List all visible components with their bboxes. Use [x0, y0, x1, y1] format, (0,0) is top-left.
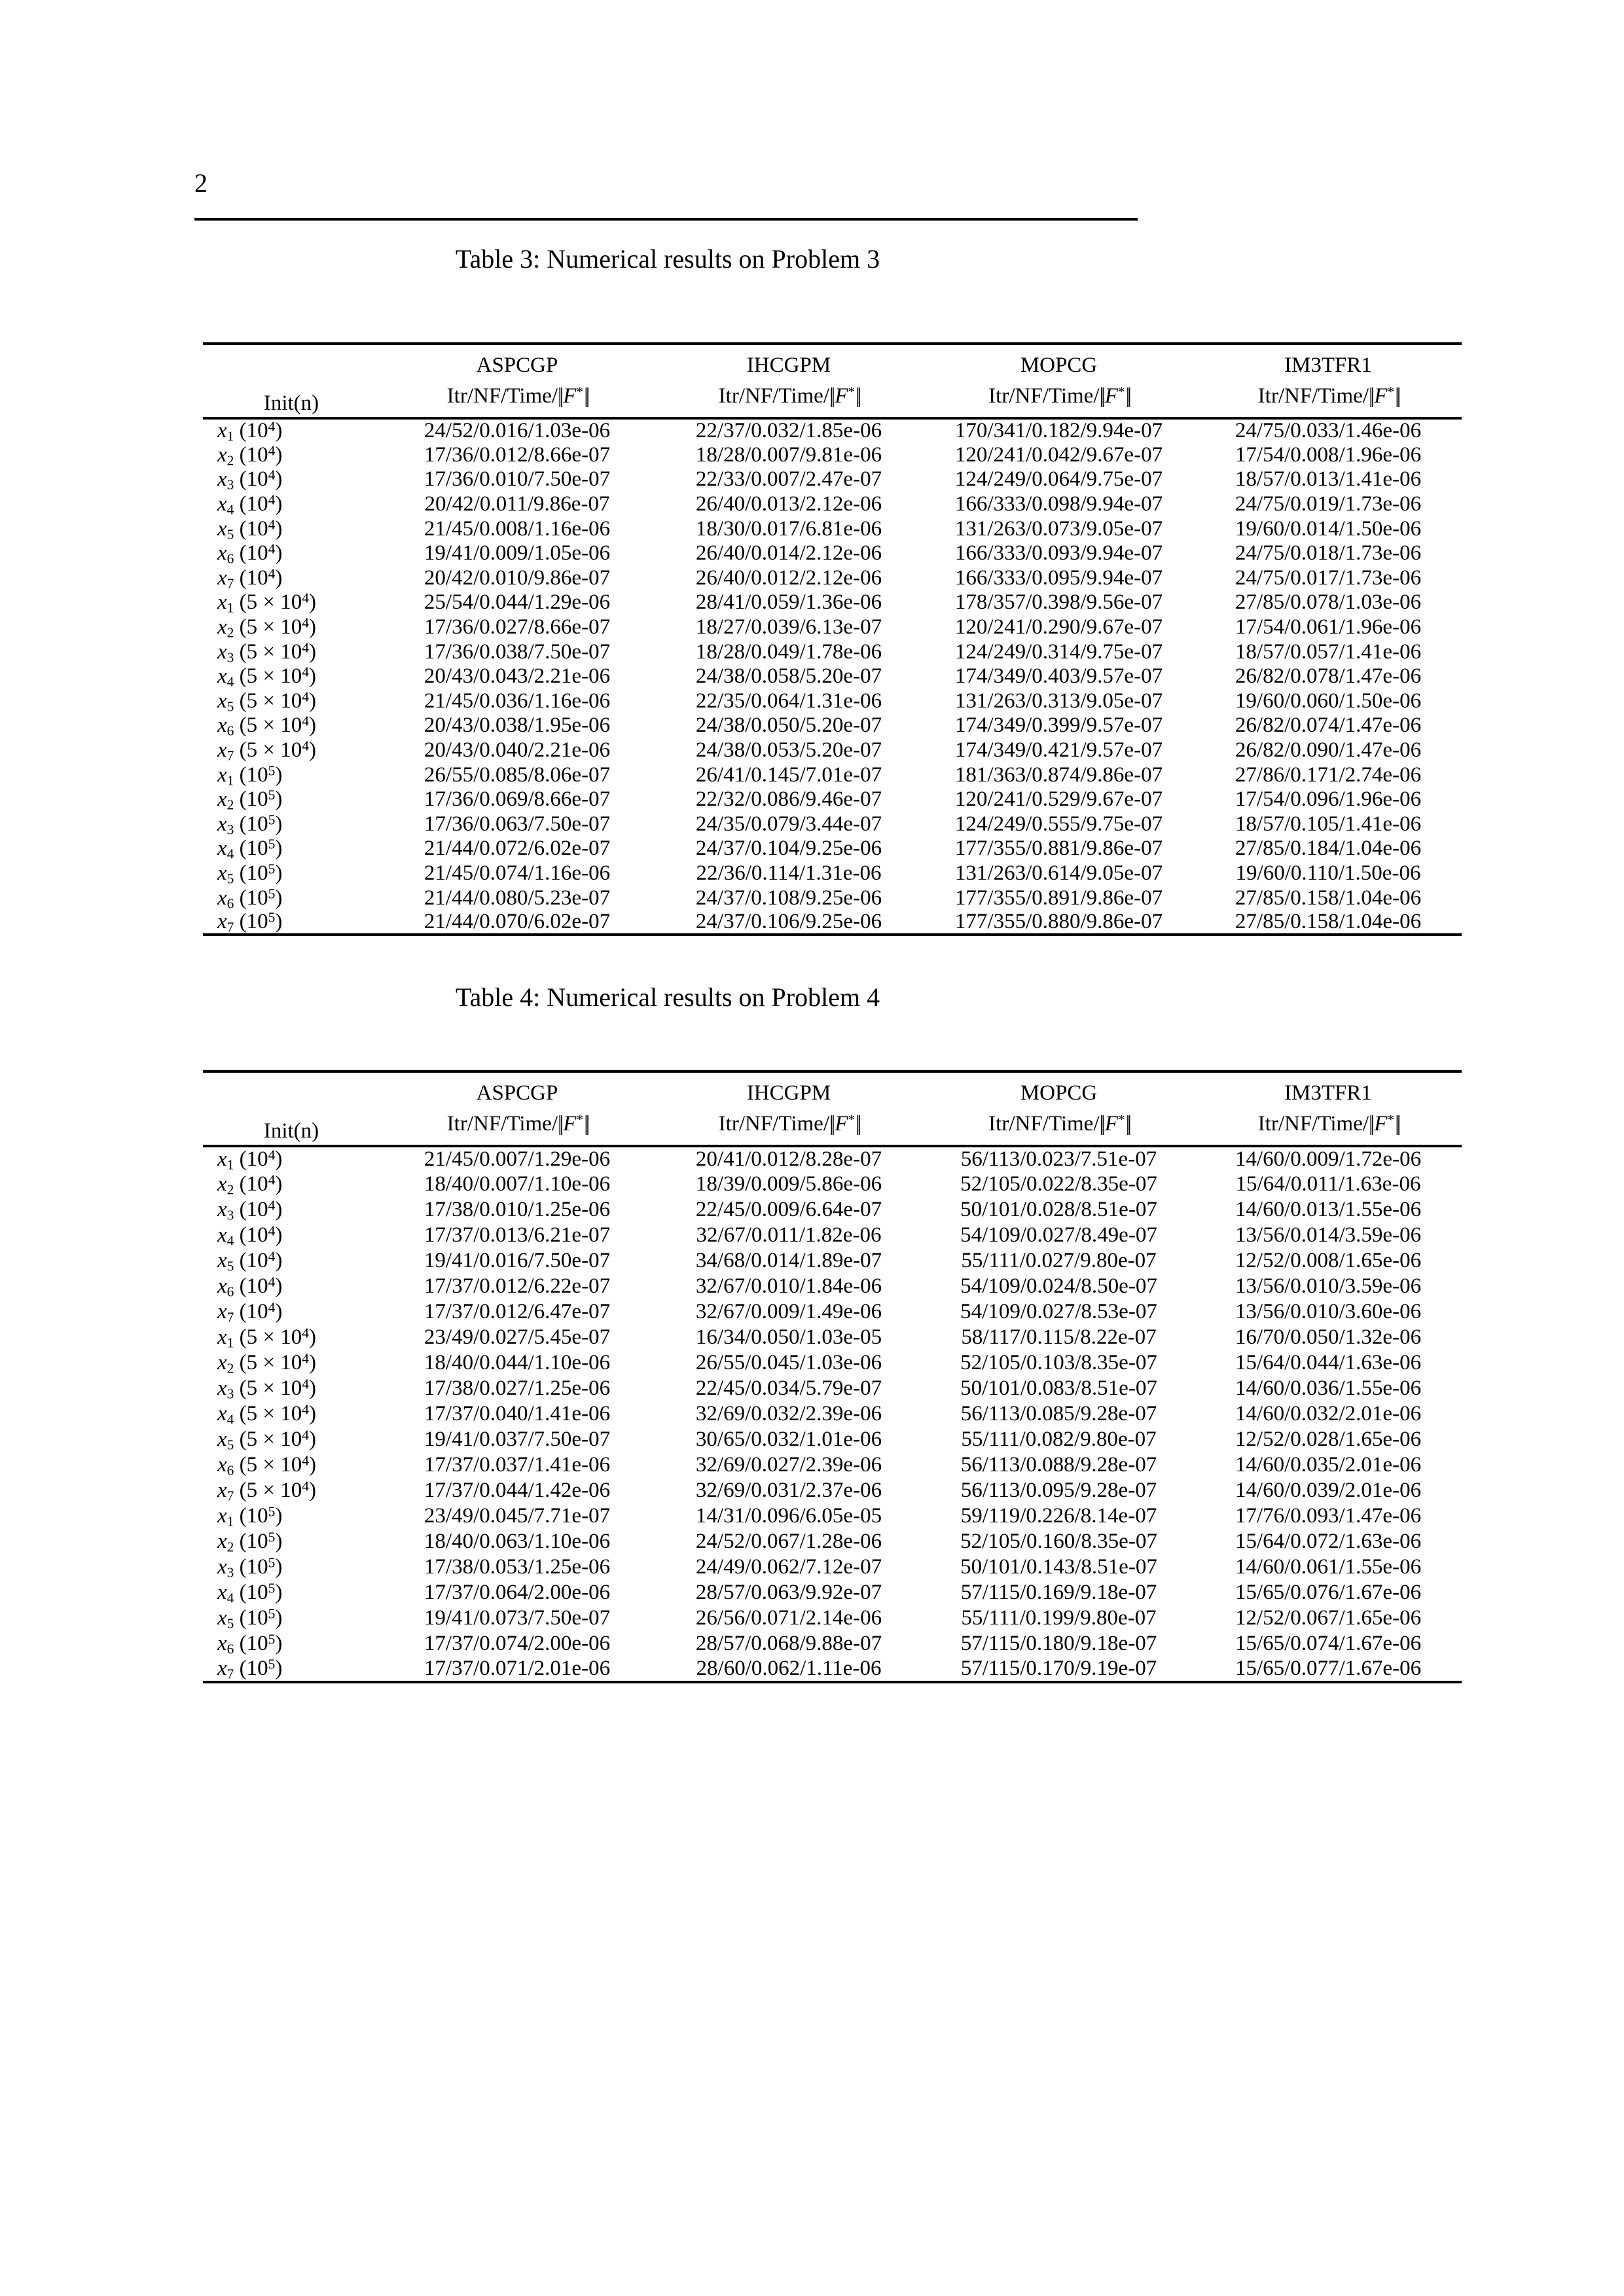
result-cell: 56/113/0.085/9.28e-07 — [960, 1402, 1157, 1426]
subheader-cell: Itr/NF/Time/||F*|| — [718, 1111, 859, 1136]
table-4-body — [203, 1146, 1462, 1682]
result-cell: 30/65/0.032/1.01e-06 — [695, 1427, 882, 1451]
table-row — [203, 1376, 1462, 1401]
result-cell: 54/109/0.024/8.50e-07 — [960, 1274, 1157, 1298]
init-cell: $x_7$ $(10^5)$ — [217, 1656, 283, 1682]
table-row — [203, 1657, 1462, 1682]
result-cell: 166/333/0.098/9.94e-07 — [954, 492, 1163, 516]
init-cell: $x_6$ $(10^4)$ — [217, 541, 283, 567]
result-cell: 50/101/0.143/8.51e-07 — [960, 1555, 1157, 1579]
result-cell: 24/75/0.017/1.73e-06 — [1235, 565, 1422, 590]
table-row — [203, 443, 1462, 468]
result-cell: 19/41/0.016/7.50e-07 — [424, 1249, 611, 1272]
result-cell: 13/56/0.010/3.59e-06 — [1235, 1274, 1422, 1298]
table-3-body — [203, 418, 1462, 935]
table-row — [203, 664, 1462, 689]
result-cell: 21/45/0.074/1.16e-06 — [424, 861, 611, 885]
result-cell: 15/65/0.074/1.67e-06 — [1235, 1632, 1422, 1655]
init-cell: $x_3$ $(10^4)$ — [217, 1197, 283, 1223]
result-cell: 17/37/0.012/6.47e-07 — [424, 1300, 611, 1323]
result-cell: 17/37/0.037/1.41e-06 — [424, 1453, 611, 1477]
subheader-cell: Itr/NF/Time/||F*|| — [1257, 383, 1399, 408]
result-cell: 21/45/0.036/1.16e-06 — [424, 689, 611, 713]
init-cell: $x_7$ $(5 \times 10^4)$ — [217, 738, 316, 764]
header-row-metrics — [203, 379, 1462, 418]
init-cell: $x_7$ $(5 \times 10^4)$ — [217, 1478, 316, 1504]
init-cell: $x_3$ $(10^5)$ — [217, 1554, 283, 1581]
table-row — [203, 492, 1462, 517]
result-cell: 19/41/0.037/7.50e-07 — [424, 1427, 611, 1451]
result-cell: 21/44/0.070/6.02e-07 — [424, 910, 611, 934]
result-cell: 166/333/0.093/9.94e-07 — [954, 541, 1163, 565]
result-cell: 50/101/0.083/8.51e-07 — [960, 1376, 1157, 1400]
table-row — [203, 1299, 1462, 1325]
column-header-aspcgp: ASPCGP — [476, 353, 558, 377]
result-cell: 124/249/0.064/9.75e-07 — [954, 467, 1163, 492]
result-cell: 28/60/0.062/1.11e-06 — [696, 1657, 882, 1680]
result-cell: 17/38/0.010/1.25e-06 — [424, 1198, 611, 1221]
table-row — [203, 1478, 1462, 1503]
init-cell: $x_3$ $(10^5)$ — [217, 812, 283, 838]
init-cell: $x_7$ $(10^4)$ — [217, 565, 283, 592]
result-cell: 56/113/0.023/7.51e-07 — [960, 1147, 1157, 1171]
subheader-cell: Itr/NF/Time/||F*|| — [446, 383, 588, 408]
init-cell: $x_6$ $(5 \times 10^4)$ — [217, 1452, 316, 1479]
table-3-caption: Table 3: Numerical results on Problem 3 — [455, 244, 880, 274]
result-cell: 120/241/0.529/9.67e-07 — [954, 787, 1163, 812]
table-row — [203, 1529, 1462, 1554]
result-cell: 52/105/0.103/8.35e-07 — [960, 1351, 1157, 1374]
result-cell: 16/70/0.050/1.32e-06 — [1235, 1325, 1422, 1349]
table-row — [203, 910, 1462, 935]
table-row — [203, 762, 1462, 787]
result-cell: 120/241/0.042/9.67e-07 — [954, 442, 1163, 467]
result-cell: 14/60/0.032/2.01e-06 — [1235, 1402, 1422, 1426]
result-cell: 174/349/0.403/9.57e-07 — [954, 664, 1163, 689]
page-number: 2 — [194, 168, 208, 198]
result-cell: 17/37/0.012/6.22e-07 — [424, 1274, 611, 1298]
result-cell: 19/60/0.014/1.50e-06 — [1235, 516, 1422, 541]
table-row — [203, 566, 1462, 591]
result-cell: 19/60/0.110/1.50e-06 — [1235, 861, 1421, 885]
result-cell: 23/49/0.045/7.71e-07 — [424, 1504, 611, 1528]
result-cell: 27/86/0.171/2.74e-06 — [1235, 762, 1422, 787]
result-cell: 26/40/0.013/2.12e-06 — [695, 492, 882, 516]
init-cell: $x_5$ $(10^4)$ — [217, 516, 283, 543]
table-row — [203, 738, 1462, 763]
result-cell: 20/41/0.012/8.28e-07 — [695, 1147, 882, 1171]
result-cell: 55/111/0.027/9.80e-07 — [961, 1249, 1157, 1272]
result-cell: 13/56/0.010/3.60e-06 — [1235, 1300, 1422, 1323]
result-cell: 34/68/0.014/1.89e-07 — [695, 1249, 882, 1272]
result-cell: 57/115/0.169/9.18e-07 — [960, 1581, 1157, 1604]
result-cell: 57/115/0.180/9.18e-07 — [960, 1632, 1157, 1655]
init-cell: $x_1$ $(5 \times 10^4)$ — [217, 1325, 316, 1351]
header-row-metrics — [203, 1107, 1462, 1146]
init-cell: $x_3$ $(10^4)$ — [217, 467, 283, 493]
result-cell: 32/67/0.009/1.49e-06 — [695, 1300, 882, 1323]
init-column-header: Init(n) — [263, 391, 319, 415]
table-row — [203, 861, 1462, 886]
table-4-caption: Table 4: Numerical results on Problem 4 — [455, 982, 880, 1012]
result-cell: 124/249/0.314/9.75e-07 — [954, 639, 1163, 664]
running-head-rule — [194, 218, 1138, 221]
result-cell: 18/30/0.017/6.81e-06 — [695, 516, 882, 541]
subheader-cell: Itr/NF/Time/||F*|| — [718, 383, 859, 408]
table-row — [203, 836, 1462, 861]
init-cell: $x_4$ $(10^5)$ — [217, 1580, 283, 1606]
table-row — [203, 615, 1462, 640]
result-cell: 20/42/0.011/9.86e-07 — [424, 492, 610, 516]
column-header-ihcgpm: IHCGPM — [746, 1081, 831, 1105]
result-cell: 57/115/0.170/9.19e-07 — [960, 1657, 1157, 1680]
result-cell: 24/49/0.062/7.12e-07 — [695, 1555, 882, 1579]
table-row — [203, 1350, 1462, 1376]
result-cell: 181/363/0.874/9.86e-07 — [954, 762, 1163, 787]
table-row — [203, 1401, 1462, 1427]
init-cell: $x_7$ $(10^4)$ — [217, 1299, 283, 1325]
result-cell: 26/41/0.145/7.01e-07 — [695, 762, 882, 787]
result-cell: 131/263/0.073/9.05e-07 — [954, 516, 1163, 541]
column-header-im3tfr1: IM3TFR1 — [1284, 353, 1372, 377]
result-cell: 18/57/0.057/1.41e-06 — [1235, 639, 1422, 664]
table-row — [203, 1605, 1462, 1631]
result-cell: 55/111/0.082/9.80e-07 — [961, 1427, 1157, 1451]
result-cell: 26/56/0.071/2.14e-06 — [695, 1606, 882, 1630]
result-cell: 17/37/0.013/6.21e-07 — [424, 1223, 611, 1247]
result-cell: 24/75/0.019/1.73e-06 — [1235, 492, 1422, 516]
result-cell: 24/52/0.067/1.28e-06 — [695, 1530, 882, 1553]
result-cell: 27/85/0.078/1.03e-06 — [1235, 590, 1422, 615]
result-cell: 21/45/0.008/1.16e-06 — [424, 516, 611, 541]
result-cell: 18/40/0.063/1.10e-06 — [424, 1530, 611, 1553]
result-cell: 15/65/0.076/1.67e-06 — [1235, 1581, 1422, 1604]
result-cell: 25/54/0.044/1.29e-06 — [424, 590, 611, 615]
init-cell: $x_3$ $(5 \times 10^4)$ — [217, 639, 316, 665]
result-cell: 17/54/0.061/1.96e-06 — [1235, 615, 1422, 639]
result-cell: 21/44/0.072/6.02e-07 — [424, 836, 611, 861]
result-cell: 24/37/0.104/9.25e-06 — [695, 836, 882, 861]
init-cell: $x_6$ $(10^5)$ — [217, 885, 283, 911]
init-cell: $x_4$ $(5 \times 10^4)$ — [217, 1401, 316, 1427]
result-cell: 166/333/0.095/9.94e-07 — [954, 565, 1163, 590]
table-row — [203, 1146, 1462, 1172]
result-cell: 17/36/0.027/8.66e-07 — [424, 615, 611, 639]
result-cell: 26/40/0.014/2.12e-06 — [695, 541, 882, 565]
column-header-aspcgp: ASPCGP — [476, 1081, 558, 1105]
result-cell: 52/105/0.160/8.35e-07 — [960, 1530, 1157, 1553]
init-cell: $x_2$ $(10^4)$ — [217, 1172, 283, 1198]
result-cell: 27/85/0.158/1.04e-06 — [1235, 886, 1422, 910]
result-cell: 24/38/0.058/5.20e-07 — [695, 664, 882, 689]
result-cell: 17/36/0.038/7.50e-07 — [424, 639, 611, 664]
result-cell: 20/43/0.038/1.95e-06 — [424, 713, 611, 738]
result-cell: 24/37/0.108/9.25e-06 — [695, 886, 882, 910]
result-cell: 14/60/0.013/1.55e-06 — [1235, 1198, 1422, 1221]
result-cell: 17/38/0.053/1.25e-06 — [424, 1555, 611, 1579]
table-row — [203, 1631, 1462, 1657]
result-cell: 32/67/0.011/1.82e-06 — [696, 1223, 882, 1247]
result-cell: 24/35/0.079/3.44e-07 — [695, 812, 882, 836]
result-cell: 18/40/0.044/1.10e-06 — [424, 1351, 611, 1374]
result-cell: 177/355/0.881/9.86e-07 — [954, 836, 1163, 861]
init-cell: $x_1$ $(5 \times 10^4)$ — [217, 590, 316, 616]
result-cell: 19/60/0.060/1.50e-06 — [1235, 689, 1422, 713]
init-cell: $x_3$ $(5 \times 10^4)$ — [217, 1376, 316, 1402]
column-header-mopcg: MOPCG — [1020, 353, 1098, 377]
table-row — [203, 467, 1462, 492]
table-row — [203, 541, 1462, 566]
table-row — [203, 787, 1462, 812]
table-row — [203, 1427, 1462, 1452]
result-cell: 22/33/0.007/2.47e-07 — [695, 467, 882, 492]
init-cell: $x_4$ $(5 \times 10^4)$ — [217, 664, 316, 690]
table-row — [203, 1325, 1462, 1350]
result-cell: 18/28/0.049/1.78e-06 — [695, 639, 882, 664]
table-4 — [203, 1070, 1462, 1683]
column-header-im3tfr1: IM3TFR1 — [1284, 1081, 1372, 1105]
subheader-cell: Itr/NF/Time/||F*|| — [988, 383, 1129, 408]
result-cell: 22/35/0.064/1.31e-06 — [695, 689, 882, 713]
init-cell: $x_5$ $(5 \times 10^4)$ — [217, 1427, 316, 1453]
column-header-ihcgpm: IHCGPM — [746, 353, 831, 377]
init-cell: $x_1$ $(10^5)$ — [217, 762, 283, 788]
result-cell: 17/37/0.071/2.01e-06 — [424, 1657, 611, 1680]
result-cell: 17/37/0.040/1.41e-06 — [424, 1402, 611, 1426]
result-cell: 18/28/0.007/9.81e-06 — [695, 442, 882, 467]
init-cell: $x_2$ $(5 \times 10^4)$ — [217, 615, 316, 641]
result-cell: 17/36/0.069/8.66e-07 — [424, 787, 611, 812]
result-cell: 15/64/0.072/1.63e-06 — [1235, 1530, 1422, 1553]
result-cell: 17/36/0.063/7.50e-07 — [424, 812, 611, 836]
init-cell: $x_1$ $(10^4)$ — [217, 418, 283, 444]
init-cell: $x_5$ $(10^5)$ — [217, 861, 283, 887]
result-cell: 16/34/0.050/1.03e-05 — [695, 1325, 882, 1349]
result-cell: 19/41/0.073/7.50e-07 — [424, 1606, 611, 1630]
result-cell: 17/38/0.027/1.25e-06 — [424, 1376, 611, 1400]
result-cell: 131/263/0.614/9.05e-07 — [954, 861, 1163, 885]
result-cell: 22/45/0.034/5.79e-07 — [695, 1376, 882, 1400]
init-cell: $x_6$ $(5 \times 10^4)$ — [217, 713, 316, 739]
table-row — [203, 812, 1462, 837]
init-cell: $x_6$ $(10^4)$ — [217, 1274, 283, 1300]
result-cell: 12/52/0.008/1.65e-06 — [1235, 1249, 1422, 1272]
table-3-header — [203, 344, 1462, 418]
result-cell: 14/60/0.061/1.55e-06 — [1235, 1555, 1422, 1579]
result-cell: 12/52/0.067/1.65e-06 — [1235, 1606, 1422, 1630]
result-cell: 13/56/0.014/3.59e-06 — [1235, 1223, 1422, 1247]
result-cell: 32/69/0.032/2.39e-06 — [695, 1402, 882, 1426]
init-cell: $x_7$ $(10^5)$ — [217, 909, 283, 935]
result-cell: 26/55/0.085/8.06e-07 — [424, 762, 611, 787]
table-row — [203, 1248, 1462, 1274]
result-cell: 17/36/0.010/7.50e-07 — [424, 467, 611, 492]
result-cell: 14/60/0.039/2.01e-06 — [1235, 1479, 1422, 1502]
init-cell: $x_4$ $(10^4)$ — [217, 1223, 283, 1249]
init-cell: $x_2$ $(10^4)$ — [217, 442, 283, 469]
result-cell: 17/36/0.012/8.66e-07 — [424, 442, 611, 467]
result-cell: 177/355/0.891/9.86e-07 — [954, 886, 1163, 910]
init-column-header: Init(n) — [263, 1119, 319, 1143]
result-cell: 24/75/0.018/1.73e-06 — [1235, 541, 1422, 565]
result-cell: 120/241/0.290/9.67e-07 — [954, 615, 1163, 639]
table-row — [203, 689, 1462, 714]
result-cell: 55/111/0.199/9.80e-07 — [961, 1606, 1157, 1630]
result-cell: 26/55/0.045/1.03e-06 — [695, 1351, 882, 1374]
table-row — [203, 1503, 1462, 1529]
init-cell: $x_4$ $(10^5)$ — [217, 836, 283, 862]
table-4-header — [203, 1071, 1462, 1146]
result-cell: 17/37/0.044/1.42e-06 — [424, 1479, 611, 1502]
result-cell: 124/249/0.555/9.75e-07 — [954, 812, 1163, 836]
result-cell: 50/101/0.028/8.51e-07 — [960, 1198, 1157, 1221]
result-cell: 15/64/0.011/1.63e-06 — [1235, 1172, 1421, 1196]
init-cell: $x_2$ $(10^5)$ — [217, 787, 283, 813]
result-cell: 24/38/0.050/5.20e-07 — [695, 713, 882, 738]
result-cell: 17/37/0.074/2.00e-06 — [424, 1632, 611, 1655]
table-row — [203, 639, 1462, 664]
table-row — [203, 1172, 1462, 1197]
result-cell: 178/357/0.398/9.56e-07 — [954, 590, 1163, 615]
result-cell: 22/37/0.032/1.85e-06 — [695, 419, 882, 443]
result-cell: 20/42/0.010/9.86e-07 — [424, 565, 611, 590]
result-cell: 14/60/0.036/1.55e-06 — [1235, 1376, 1422, 1400]
result-cell: 59/119/0.226/8.14e-07 — [960, 1504, 1157, 1528]
result-cell: 26/82/0.078/1.47e-06 — [1235, 664, 1422, 689]
result-cell: 18/57/0.013/1.41e-06 — [1235, 467, 1422, 492]
header-row-algorithms — [203, 1071, 1462, 1107]
table-row — [203, 418, 1462, 443]
result-cell: 22/36/0.114/1.31e-06 — [696, 861, 882, 885]
result-cell: 26/82/0.074/1.47e-06 — [1235, 713, 1422, 738]
table-row — [203, 590, 1462, 615]
result-cell: 18/57/0.105/1.41e-06 — [1235, 812, 1422, 836]
result-cell: 32/69/0.027/2.39e-06 — [695, 1453, 882, 1477]
table-row — [203, 516, 1462, 541]
init-cell: $x_2$ $(10^5)$ — [217, 1529, 283, 1555]
init-cell: $x_4$ $(10^4)$ — [217, 492, 283, 518]
init-cell: $x_5$ $(10^4)$ — [217, 1248, 283, 1274]
table-row — [203, 1274, 1462, 1299]
column-header-mopcg: MOPCG — [1020, 1081, 1098, 1105]
table-row — [203, 1580, 1462, 1605]
result-cell: 174/349/0.421/9.57e-07 — [954, 738, 1163, 762]
result-cell: 21/45/0.007/1.29e-06 — [424, 1147, 611, 1171]
result-cell: 14/60/0.035/2.01e-06 — [1235, 1453, 1422, 1477]
result-cell: 28/57/0.068/9.88e-07 — [695, 1632, 882, 1655]
result-cell: 15/64/0.044/1.63e-06 — [1235, 1351, 1422, 1374]
result-cell: 24/38/0.053/5.20e-07 — [695, 738, 882, 762]
result-cell: 27/85/0.158/1.04e-06 — [1235, 910, 1422, 934]
result-cell: 24/37/0.106/9.25e-06 — [695, 910, 882, 934]
subheader-cell: Itr/NF/Time/||F*|| — [1257, 1111, 1399, 1136]
init-cell: $x_5$ $(10^5)$ — [217, 1605, 283, 1632]
result-cell: 28/57/0.063/9.92e-07 — [695, 1581, 882, 1604]
result-cell: 20/43/0.040/2.21e-06 — [424, 738, 611, 762]
header-row-algorithms — [203, 344, 1462, 379]
result-cell: 54/109/0.027/8.49e-07 — [960, 1223, 1157, 1247]
result-cell: 32/67/0.010/1.84e-06 — [695, 1274, 882, 1298]
result-cell: 170/341/0.182/9.94e-07 — [954, 419, 1163, 443]
result-cell: 17/76/0.093/1.47e-06 — [1235, 1504, 1422, 1528]
result-cell: 26/82/0.090/1.47e-06 — [1235, 738, 1422, 762]
result-cell: 58/117/0.115/8.22e-07 — [961, 1325, 1157, 1349]
result-cell: 14/31/0.096/6.05e-05 — [695, 1504, 882, 1528]
result-cell: 12/52/0.028/1.65e-06 — [1235, 1427, 1422, 1451]
init-cell: $x_1$ $(10^4)$ — [217, 1147, 283, 1173]
result-cell: 23/49/0.027/5.45e-07 — [424, 1325, 611, 1349]
result-cell: 18/27/0.039/6.13e-07 — [695, 615, 882, 639]
result-cell: 17/37/0.064/2.00e-06 — [424, 1581, 611, 1604]
result-cell: 19/41/0.009/1.05e-06 — [424, 541, 611, 565]
result-cell: 28/41/0.059/1.36e-06 — [695, 590, 882, 615]
subheader-cell: Itr/NF/Time/||F*|| — [988, 1111, 1129, 1136]
table-row — [203, 886, 1462, 910]
result-cell: 17/54/0.096/1.96e-06 — [1235, 787, 1422, 812]
result-cell: 174/349/0.399/9.57e-07 — [954, 713, 1163, 738]
result-cell: 24/75/0.033/1.46e-06 — [1235, 419, 1422, 443]
result-cell: 24/52/0.016/1.03e-06 — [424, 419, 611, 443]
result-cell: 20/43/0.043/2.21e-06 — [424, 664, 611, 689]
result-cell: 22/45/0.009/6.64e-07 — [695, 1198, 882, 1221]
result-cell: 22/32/0.086/9.46e-07 — [695, 787, 882, 812]
result-cell: 27/85/0.184/1.04e-06 — [1235, 836, 1422, 861]
result-cell: 54/109/0.027/8.53e-07 — [960, 1300, 1157, 1323]
result-cell: 14/60/0.009/1.72e-06 — [1235, 1147, 1422, 1171]
result-cell: 56/113/0.088/9.28e-07 — [960, 1453, 1157, 1477]
table-row — [203, 1223, 1462, 1248]
init-cell: $x_5$ $(5 \times 10^4)$ — [217, 689, 316, 715]
result-cell: 32/69/0.031/2.37e-06 — [695, 1479, 882, 1502]
init-cell: $x_1$ $(10^5)$ — [217, 1503, 283, 1530]
table-row — [203, 713, 1462, 738]
result-cell: 15/65/0.077/1.67e-06 — [1235, 1657, 1422, 1680]
result-cell: 21/44/0.080/5.23e-07 — [424, 886, 611, 910]
table-row — [203, 1554, 1462, 1580]
result-cell: 131/263/0.313/9.05e-07 — [954, 689, 1163, 713]
table-row — [203, 1197, 1462, 1223]
table-row — [203, 1452, 1462, 1478]
result-cell: 177/355/0.880/9.86e-07 — [954, 910, 1163, 934]
result-cell: 18/40/0.007/1.10e-06 — [424, 1172, 611, 1196]
result-cell: 52/105/0.022/8.35e-07 — [960, 1172, 1157, 1196]
init-cell: $x_6$ $(10^5)$ — [217, 1631, 283, 1657]
result-cell: 17/54/0.008/1.96e-06 — [1235, 442, 1422, 467]
init-cell: $x_2$ $(5 \times 10^4)$ — [217, 1350, 316, 1376]
result-cell: 26/40/0.012/2.12e-06 — [695, 565, 882, 590]
subheader-cell: Itr/NF/Time/||F*|| — [446, 1111, 588, 1136]
result-cell: 18/39/0.009/5.86e-06 — [695, 1172, 882, 1196]
table-3 — [203, 342, 1462, 936]
result-cell: 56/113/0.095/9.28e-07 — [960, 1479, 1157, 1502]
